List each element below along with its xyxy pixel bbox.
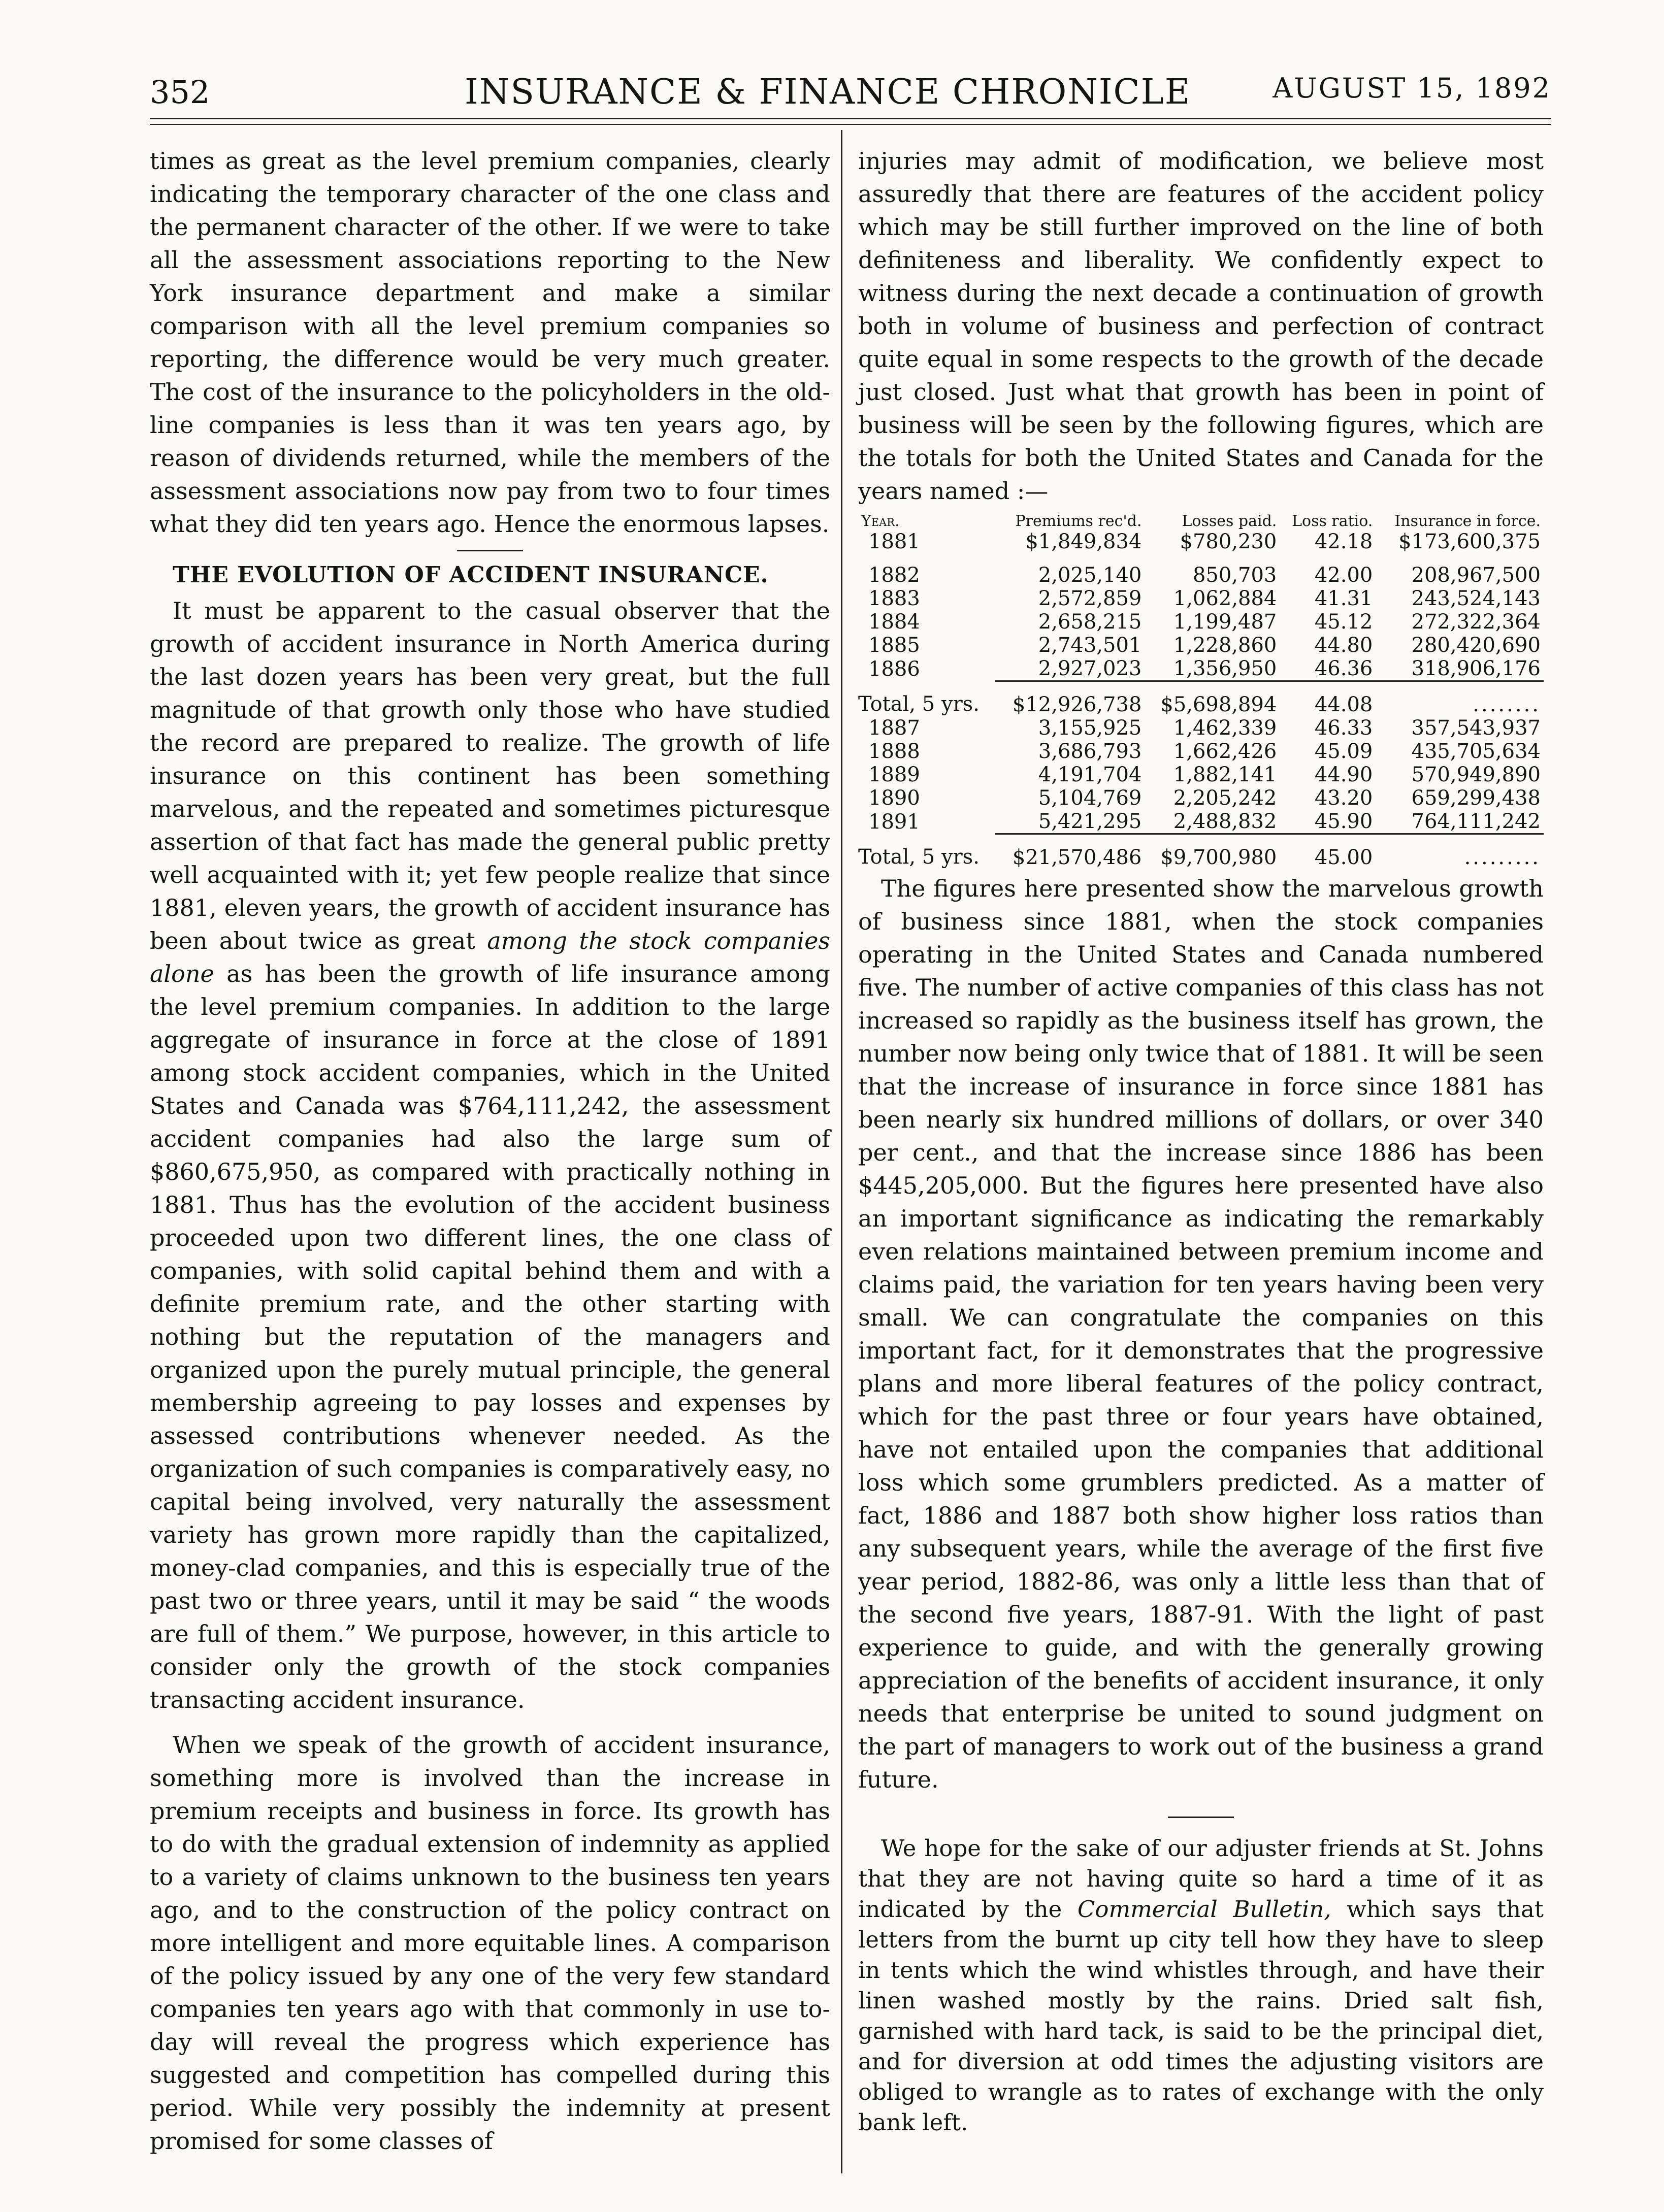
section-separator bbox=[457, 550, 523, 551]
table-total-row bbox=[858, 681, 1544, 717]
cell-in-force: 764,111,242 bbox=[1376, 810, 1544, 834]
cell-total-in-force: ........ bbox=[1473, 693, 1541, 716]
cell-losses: 1,356,950 bbox=[1145, 657, 1280, 681]
para1-text-a: It must be apparent to the casual observer that the growth of accident insurance in North America during the last dozen years has been very great, but the full magnitude of that growth only those who have studied the record are prepared to realize. The growth of life insurance on this continent has been something marvelous, and the repeated and sometimes picturesque assertion of that fact has made the general public pretty well acquainted with it; yet few people realize that since 1881, eleven years, the growth of accident insurance has been about twice as great bbox=[150, 597, 830, 954]
cell-year: 1881 bbox=[868, 530, 920, 553]
cell-total-label: Total, 5 yrs. bbox=[858, 845, 980, 869]
cell-ratio: 43.20 bbox=[1314, 786, 1373, 810]
cell-losses: 1,199,487 bbox=[1173, 610, 1277, 634]
cell-year: 1884 bbox=[868, 610, 920, 634]
news-text-a: We hope for the sake of our adjuster friends at St. Johns that they are not having quite so hard a time of it as indicated by the bbox=[858, 1835, 1544, 1923]
cell-ratio: 46.36 bbox=[1280, 657, 1376, 681]
publication-title: INSURANCE & FINANCE CHRONICLE bbox=[465, 72, 1191, 112]
table-row bbox=[858, 786, 1544, 810]
cell-premiums: 5,421,295 bbox=[995, 810, 1145, 834]
cell-total-losses: $5,698,894 bbox=[1160, 693, 1277, 716]
cell-losses: 850,703 bbox=[1192, 564, 1277, 587]
table-spacer bbox=[858, 553, 1544, 564]
page-number: 352 bbox=[150, 74, 210, 111]
table-row bbox=[858, 564, 1544, 587]
cell-total-in-force: ......... bbox=[1464, 846, 1541, 869]
cell-ratio: 44.90 bbox=[1314, 763, 1373, 786]
col-header-losses: Losses paid. bbox=[1182, 512, 1277, 530]
col-header-insurance-in-force: Insurance in force. bbox=[1394, 512, 1541, 530]
cell-total-losses: $9,700,980 bbox=[1160, 846, 1277, 869]
cell-losses: 2,488,832 bbox=[1145, 810, 1280, 834]
cell-year: 1888 bbox=[868, 740, 920, 763]
cell-losses: 2,205,242 bbox=[1173, 786, 1277, 810]
cell-in-force: 435,705,634 bbox=[1411, 740, 1541, 763]
article-paragraph-2: When we speak of the growth of accident insurance, something more is involved than the increase in premium receipts and business in force. Its growth has to do with the gradual extension of indemnity as applied to a variety of claims unknown to the business ten years ago, and to the construction of the policy contract on more intelligent and more equitable lines. A comparison of the policy issued by any one of the very few standard companies ten years ago with that commonly in use to-day will reveal the progress which experience has suggested and competition has compelled during this period. While very possibly the indemnity at present promised for some classes of bbox=[150, 1731, 830, 2155]
article-paragraph-4: The figures here presented show the marvelous growth of business since 1881, when the stock companies operating in the United States and Canada numbered five. The number of active companies of this class has not increased so rapidly as the business itself has grown, the number now being only twice that of 1881. It will be seen that the increase of insurance in force since 1881 has been nearly six hundred millions of dollars, or over 340 per cent., and that the increase since 1886 has been $445,205,000. But the figures here presented have also an important significance as indicating the remarkably even relations maintained between premium income and claims paid, the variation for ten years having been very small. We can congratulate the companies on this important fact, for it demonstrates that the progressive plans and more liberal features of the policy contract, which for the past three or four years have obtained, have not entailed upon the companies that additional loss which some grumblers predicted. As a matter of fact, 1886 and 1887 both show higher loss ratios than any subsequent years, while the average of the first five year period, 1882-86, was only a little less than that of the second five years, 1887-91. With the light of past experience to guide, and with the generally growing appreciation of the benefits of accident insurance, it only needs that enterprise be united to sound judgment on the part of managers to work out of the business a grand future. bbox=[858, 875, 1544, 1793]
cell-in-force: 357,543,937 bbox=[1411, 716, 1541, 740]
cell-year: 1890 bbox=[868, 786, 920, 810]
cell-in-force: $173,600,375 bbox=[1398, 530, 1541, 553]
table-row bbox=[858, 587, 1544, 610]
col-header-premiums: Premiums rec'd. bbox=[1015, 512, 1142, 530]
table-row bbox=[858, 763, 1544, 786]
cell-ratio: 44.80 bbox=[1314, 634, 1373, 657]
para1-emphasis: among the stock companies alone bbox=[150, 927, 830, 987]
table-row bbox=[858, 634, 1544, 657]
cell-ratio: 45.09 bbox=[1314, 740, 1373, 763]
news-text-b: which says that letters from the burnt up city tell how they have to sleep in tents which the wind whistles through, and have their linen washed mostly by the rains. Dried salt fish, garnished with hard tack, is said to be the principal diet, and for diversion at odd times the adjusting visitors are obliged to wrangle as to rates of exchange with the only bank left. bbox=[858, 1896, 1544, 2136]
cell-losses: 1,228,860 bbox=[1173, 634, 1277, 657]
right-column bbox=[858, 145, 1544, 2138]
accident-insurance-table bbox=[858, 513, 1544, 869]
cell-ratio: 41.31 bbox=[1314, 587, 1373, 610]
cell-ratio: 45.90 bbox=[1280, 810, 1376, 834]
cell-total-premiums: $21,570,486 bbox=[1012, 846, 1142, 869]
cell-year: 1883 bbox=[868, 587, 920, 610]
cell-premiums: 2,743,501 bbox=[1038, 634, 1142, 657]
cell-year: 1885 bbox=[868, 634, 920, 657]
cell-in-force: 570,949,890 bbox=[1411, 763, 1541, 786]
cell-premiums: 3,686,793 bbox=[1038, 740, 1142, 763]
cell-premiums: 5,104,769 bbox=[1038, 786, 1142, 810]
table-row bbox=[858, 657, 1544, 681]
cell-year: 1891 bbox=[868, 810, 920, 834]
header-rule bbox=[150, 118, 1551, 119]
cell-losses: 1,062,884 bbox=[1173, 587, 1277, 610]
cell-losses: $780,230 bbox=[1180, 530, 1277, 553]
table-total-row bbox=[858, 834, 1544, 870]
cell-year: 1886 bbox=[868, 657, 920, 681]
page-header bbox=[150, 61, 1551, 117]
cell-premiums: $1,849,834 bbox=[1025, 530, 1142, 553]
cell-ratio: 45.12 bbox=[1314, 610, 1373, 634]
intro-paragraph: times as great as the level premium companies, clearly indicating the temporary character of the one class and the permanent character of the other. If we were to take all the assessment associations reporting to the New York insurance department and make a similar comparison with all the level premium companies so reporting, the difference would be very much greater. The cost of the insurance to the policyholders in the old-line companies is less than it was ten years ago, by reason of dividends returned, while the members of the assessment associations now pay from two to four times what they did ten years ago. Hence the enormous lapses. bbox=[150, 147, 830, 538]
cell-in-force: 208,967,500 bbox=[1411, 564, 1541, 587]
col-header-year: Year. bbox=[861, 512, 900, 530]
cell-in-force: 280,420,690 bbox=[1411, 634, 1541, 657]
section-title: THE EVOLUTION OF ACCIDENT INSURANCE. bbox=[173, 562, 769, 588]
cell-premiums: 2,927,023 bbox=[995, 657, 1145, 681]
left-column bbox=[150, 145, 830, 2158]
table-row bbox=[858, 810, 1544, 834]
cell-total-premiums: $12,926,738 bbox=[1012, 693, 1142, 716]
cell-total-ratio: 45.00 bbox=[1314, 846, 1373, 869]
cell-losses: 1,882,141 bbox=[1173, 763, 1277, 786]
cell-ratio: 46.33 bbox=[1314, 716, 1373, 740]
table-row bbox=[858, 530, 1544, 553]
cell-total-ratio: 44.08 bbox=[1314, 693, 1373, 716]
cell-losses: 1,462,339 bbox=[1173, 716, 1277, 740]
article-paragraph-3: injuries may admit of modification, we believe most assuredly that there are features of the accident policy which may be still further improved on the line of both definiteness and liberality. We confidently expect to witness during the next decade a continuation of growth both in volume of business and perfection of contract quite equal in some respects to the growth of the decade just closed. Just what that growth has been in point of business will be seen by the following figures, which are the totals for both the United States and Canada for the years named :— bbox=[858, 147, 1544, 505]
cell-in-force: 272,322,364 bbox=[1411, 610, 1541, 634]
cell-year: 1887 bbox=[868, 716, 920, 740]
table-header-row bbox=[858, 513, 1544, 530]
cell-premiums: 3,155,925 bbox=[1038, 716, 1142, 740]
cell-premiums: 2,025,140 bbox=[1038, 564, 1142, 587]
cell-losses: 1,662,426 bbox=[1173, 740, 1277, 763]
column-divider bbox=[841, 130, 842, 2173]
table-row bbox=[858, 610, 1544, 634]
news-emphasis: Commercial Bulletin, bbox=[1077, 1896, 1331, 1923]
cell-year: 1889 bbox=[868, 763, 920, 786]
table-row bbox=[858, 740, 1544, 763]
col-header-loss-ratio: Loss ratio. bbox=[1292, 512, 1373, 530]
news-item-paragraph bbox=[858, 1833, 1544, 2138]
header-rule-thin bbox=[150, 124, 1551, 125]
cell-premiums: 2,572,859 bbox=[1038, 587, 1142, 610]
cell-in-force: 243,524,143 bbox=[1411, 587, 1541, 610]
table-row bbox=[858, 716, 1544, 740]
cell-premiums: 2,658,215 bbox=[1038, 610, 1142, 634]
cell-ratio: 42.00 bbox=[1314, 564, 1373, 587]
article-paragraph-1 bbox=[150, 595, 830, 1716]
cell-total-label: Total, 5 yrs. bbox=[858, 692, 980, 716]
cell-year: 1882 bbox=[868, 564, 920, 587]
cell-in-force: 659,299,438 bbox=[1411, 786, 1541, 810]
cell-in-force: 318,906,176 bbox=[1376, 657, 1544, 681]
section-separator bbox=[1168, 1817, 1234, 1818]
cell-premiums: 4,191,704 bbox=[1038, 763, 1142, 786]
cell-ratio: 42.18 bbox=[1314, 530, 1373, 553]
issue-date: AUGUST 15, 1892 bbox=[1273, 72, 1551, 104]
para1-text-b: as has been the growth of life insurance among the level premium companies. In addition to the large aggregate of insurance in force at the close of 1891 among stock accident companies, which in the United States and Canada was $764,111,242, the assessment accident companies had also the large sum of $860,675,950, as compared with practically nothing in 1881. Thus has the evolution of the accident business proceeded upon two different lines, the one class of companies, with solid capital behind them and with a definite premium rate, and the other starting with nothing but the reputation of the managers and organized upon the purely mutual principle, the general membership agreeing to pay losses and expenses by assessed contributions whenever needed. As the organization of such companies is comparatively easy, no capital being involved, very naturally the assessment variety has grown more rapidly than the capitalized, money-clad companies, and this is especially true of the past two or three years, until it may be said “ the woods are full of them.” We purpose, however, in this article to consider only the growth of the stock companies transacting accident insurance. bbox=[150, 960, 830, 1713]
